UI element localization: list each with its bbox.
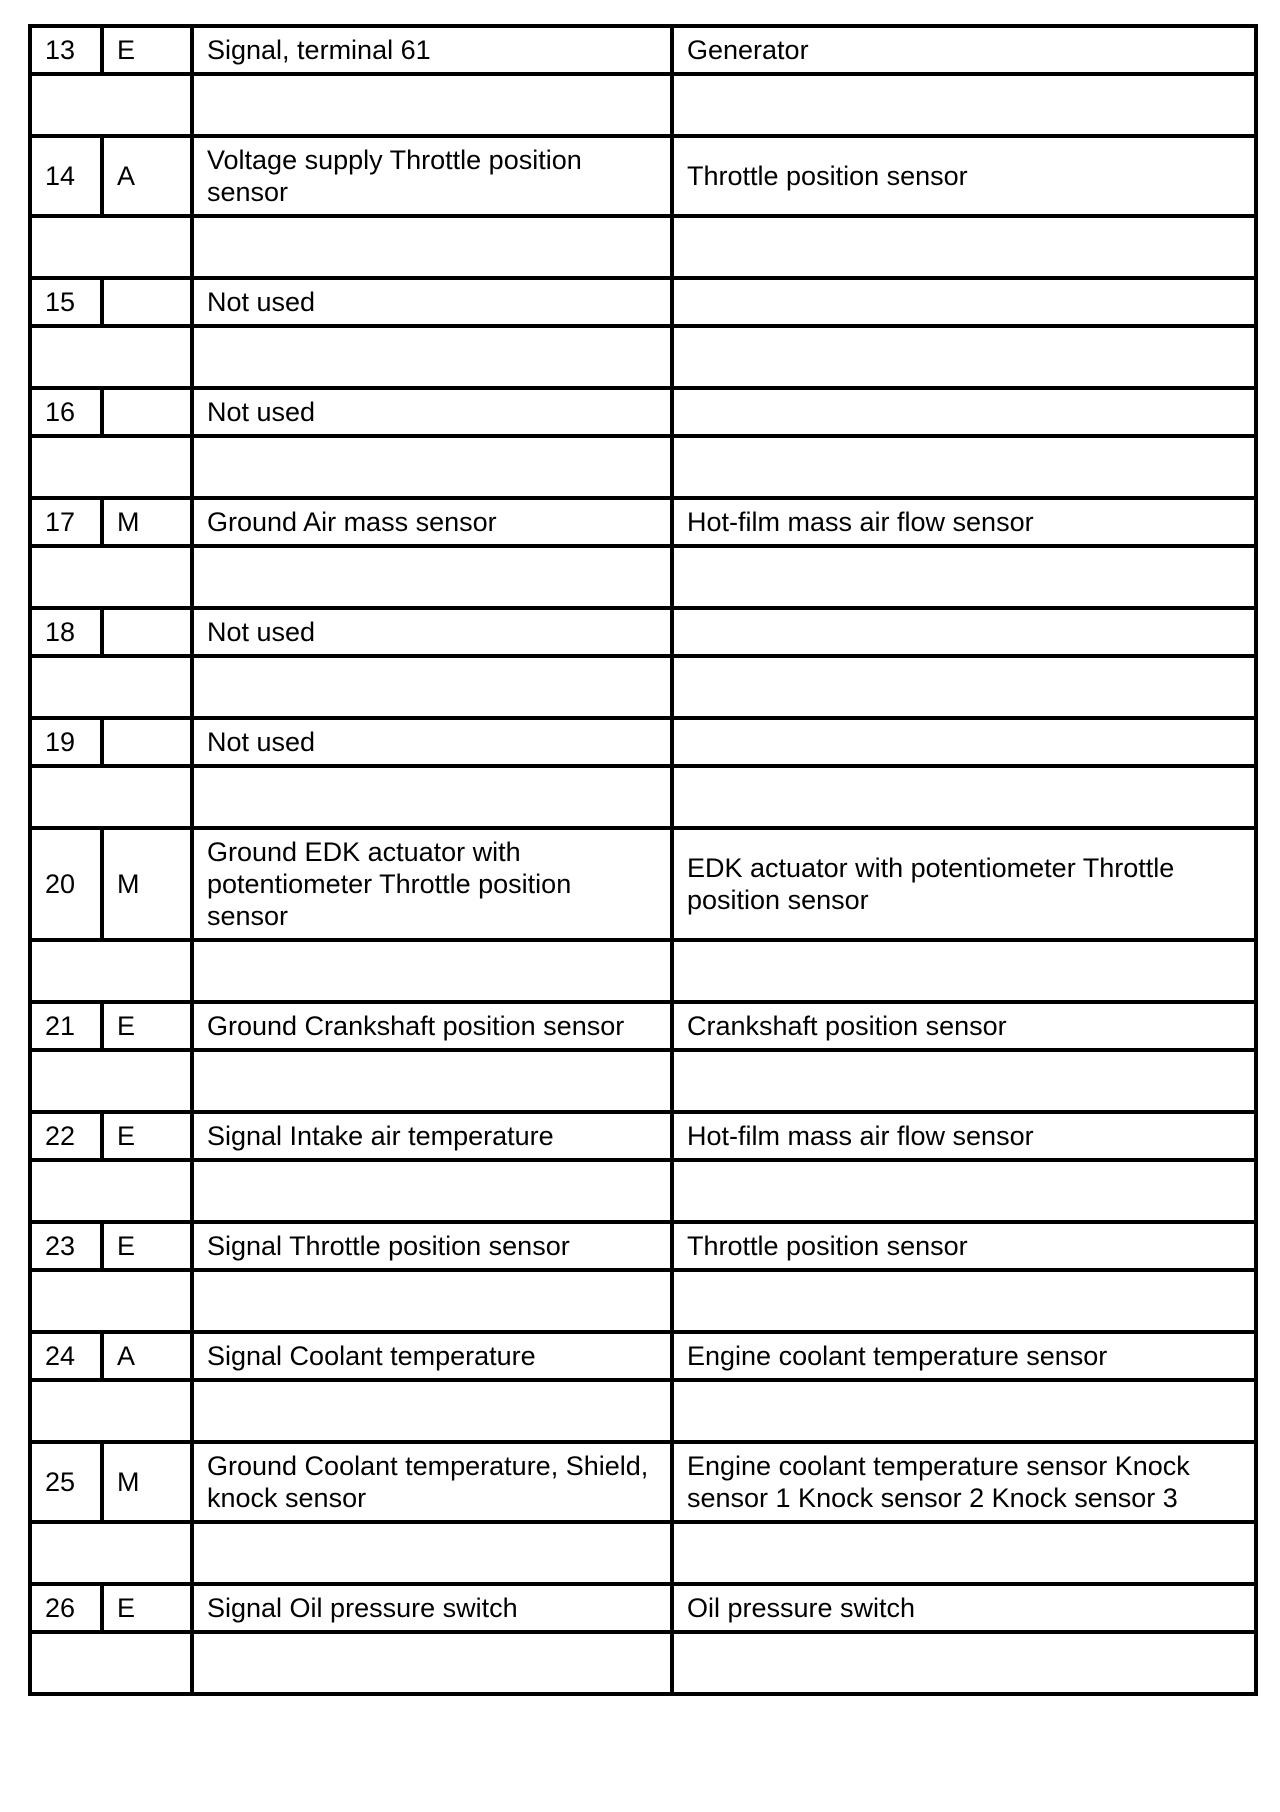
spacer-cell xyxy=(192,436,672,498)
description-cell: Ground Crankshaft position sensor xyxy=(192,1002,672,1050)
spacer-cell xyxy=(30,1270,192,1332)
spacer-cell xyxy=(672,1522,1256,1584)
component-cell: Hot-film mass air flow sensor xyxy=(672,498,1256,546)
pin-number-cell: 22 xyxy=(30,1112,102,1160)
signal-type-cell xyxy=(102,608,192,656)
table-row xyxy=(30,1002,1256,1050)
signal-type-cell: M xyxy=(102,498,192,546)
spacer-cell xyxy=(30,766,192,828)
pin-number-cell: 15 xyxy=(30,278,102,326)
spacer-cell xyxy=(672,656,1256,718)
spacer-cell xyxy=(30,940,192,1002)
spacer-cell xyxy=(672,74,1256,136)
spacer-cell xyxy=(30,1522,192,1584)
signal-type-cell xyxy=(102,278,192,326)
description-cell: Not used xyxy=(192,388,672,436)
spacer-row xyxy=(30,766,1256,828)
spacer-cell xyxy=(192,766,672,828)
spacer-cell xyxy=(192,1160,672,1222)
spacer-cell xyxy=(672,940,1256,1002)
description-cell: Not used xyxy=(192,608,672,656)
spacer-cell xyxy=(672,436,1256,498)
spacer-cell xyxy=(672,216,1256,278)
spacer-row xyxy=(30,1160,1256,1222)
pin-number-cell: 17 xyxy=(30,498,102,546)
pin-number-cell: 25 xyxy=(30,1442,102,1522)
table-row xyxy=(30,828,1256,940)
spacer-cell xyxy=(30,656,192,718)
component-cell: Generator xyxy=(672,26,1256,74)
spacer-cell xyxy=(192,656,672,718)
component-cell xyxy=(672,278,1256,326)
spacer-cell xyxy=(192,940,672,1002)
spacer-row xyxy=(30,216,1256,278)
pin-number-cell: 13 xyxy=(30,26,102,74)
spacer-cell xyxy=(30,546,192,608)
spacer-row xyxy=(30,1632,1256,1694)
description-cell: Signal, terminal 61 xyxy=(192,26,672,74)
component-cell: Throttle position sensor xyxy=(672,1222,1256,1270)
table-row xyxy=(30,1332,1256,1380)
spacer-cell xyxy=(672,1632,1256,1694)
component-cell: Engine coolant temperature sensor xyxy=(672,1332,1256,1380)
table-row xyxy=(30,1222,1256,1270)
spacer-row xyxy=(30,326,1256,388)
spacer-cell xyxy=(192,216,672,278)
spacer-row xyxy=(30,1050,1256,1112)
description-cell: Signal Oil pressure switch xyxy=(192,1584,672,1632)
component-cell xyxy=(672,718,1256,766)
spacer-row xyxy=(30,1270,1256,1332)
spacer-row xyxy=(30,656,1256,718)
spacer-cell xyxy=(672,1270,1256,1332)
spacer-row xyxy=(30,940,1256,1002)
spacer-row xyxy=(30,546,1256,608)
signal-type-cell: M xyxy=(102,828,192,940)
pin-number-cell: 20 xyxy=(30,828,102,940)
pin-number-cell: 24 xyxy=(30,1332,102,1380)
table-row xyxy=(30,498,1256,546)
spacer-cell xyxy=(192,1522,672,1584)
spacer-row xyxy=(30,1522,1256,1584)
spacer-cell xyxy=(30,436,192,498)
pin-number-cell: 14 xyxy=(30,136,102,216)
signal-type-cell: A xyxy=(102,1332,192,1380)
pin-number-cell: 26 xyxy=(30,1584,102,1632)
spacer-cell xyxy=(30,1050,192,1112)
component-cell: EDK actuator with potentiometer Throttle position sensor xyxy=(672,828,1256,940)
pin-assignment-table xyxy=(28,24,1258,1696)
pin-number-cell: 19 xyxy=(30,718,102,766)
spacer-cell xyxy=(672,1050,1256,1112)
table-row xyxy=(30,136,1256,216)
table-row xyxy=(30,1112,1256,1160)
component-cell xyxy=(672,608,1256,656)
spacer-cell xyxy=(192,546,672,608)
signal-type-cell: E xyxy=(102,26,192,74)
pin-number-cell: 21 xyxy=(30,1002,102,1050)
table-row xyxy=(30,608,1256,656)
component-cell: Oil pressure switch xyxy=(672,1584,1256,1632)
table-row xyxy=(30,1584,1256,1632)
component-cell: Hot-film mass air flow sensor xyxy=(672,1112,1256,1160)
table-row xyxy=(30,26,1256,74)
spacer-row xyxy=(30,436,1256,498)
spacer-cell xyxy=(30,1380,192,1442)
spacer-cell xyxy=(30,1160,192,1222)
table-row xyxy=(30,278,1256,326)
signal-type-cell: E xyxy=(102,1112,192,1160)
signal-type-cell: E xyxy=(102,1584,192,1632)
spacer-cell xyxy=(672,1380,1256,1442)
description-cell: Signal Intake air temperature xyxy=(192,1112,672,1160)
spacer-cell xyxy=(30,1632,192,1694)
spacer-cell xyxy=(192,1380,672,1442)
description-cell: Signal Throttle position sensor xyxy=(192,1222,672,1270)
spacer-cell xyxy=(672,766,1256,828)
spacer-cell xyxy=(30,216,192,278)
description-cell: Voltage supply Throttle position sensor xyxy=(192,136,672,216)
pin-number-cell: 16 xyxy=(30,388,102,436)
component-cell: Engine coolant temperature sensor Knock sensor 1 Knock sensor 2 Knock sensor 3 xyxy=(672,1442,1256,1522)
signal-type-cell: E xyxy=(102,1222,192,1270)
table-row xyxy=(30,388,1256,436)
spacer-cell xyxy=(192,326,672,388)
component-cell: Throttle position sensor xyxy=(672,136,1256,216)
pin-number-cell: 23 xyxy=(30,1222,102,1270)
signal-type-cell xyxy=(102,718,192,766)
description-cell: Not used xyxy=(192,278,672,326)
description-cell: Not used xyxy=(192,718,672,766)
spacer-cell xyxy=(192,1270,672,1332)
signal-type-cell: A xyxy=(102,136,192,216)
spacer-cell xyxy=(30,74,192,136)
description-cell: Signal Coolant temperature xyxy=(192,1332,672,1380)
spacer-cell xyxy=(192,1050,672,1112)
spacer-cell xyxy=(672,1160,1256,1222)
component-cell: Crankshaft position sensor xyxy=(672,1002,1256,1050)
signal-type-cell xyxy=(102,388,192,436)
table-row xyxy=(30,1442,1256,1522)
spacer-cell xyxy=(192,74,672,136)
spacer-cell xyxy=(672,326,1256,388)
pin-number-cell: 18 xyxy=(30,608,102,656)
pin-table-body xyxy=(30,26,1256,1694)
signal-type-cell: M xyxy=(102,1442,192,1522)
spacer-cell xyxy=(30,326,192,388)
signal-type-cell: E xyxy=(102,1002,192,1050)
spacer-row xyxy=(30,74,1256,136)
component-cell xyxy=(672,388,1256,436)
spacer-row xyxy=(30,1380,1256,1442)
table-row xyxy=(30,718,1256,766)
description-cell: Ground Coolant temperature, Shield, knock sensor xyxy=(192,1442,672,1522)
description-cell: Ground EDK actuator with potentiometer Throttle position sensor xyxy=(192,828,672,940)
spacer-cell xyxy=(672,546,1256,608)
spacer-cell xyxy=(192,1632,672,1694)
description-cell: Ground Air mass sensor xyxy=(192,498,672,546)
